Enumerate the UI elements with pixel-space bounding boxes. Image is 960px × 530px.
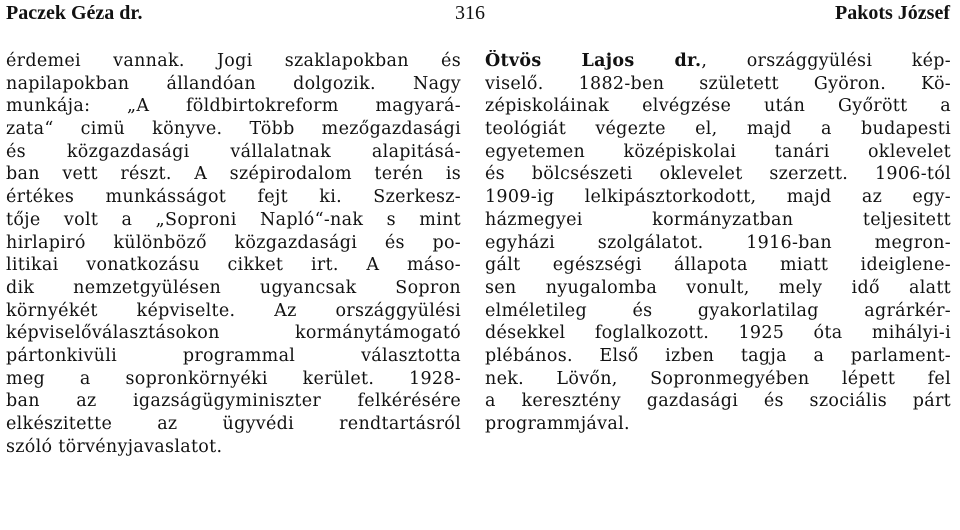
text-line: napilapokban állandóan dolgozik. Nagy — [6, 73, 461, 94]
text-line: elkészitette az ügyvédi rendtartásról — [6, 414, 461, 434]
text-line: nek. Lövőn, Sopronmegyében lépett fel — [485, 368, 951, 389]
text-line: szóló törvényjavaslatot. — [6, 436, 223, 457]
page-number: 316 — [455, 2, 485, 24]
text-line: értékes munkásságot fejt ki. Szerkesz- — [6, 187, 461, 208]
page-header — [0, 0, 960, 30]
text-line: plébános. Első izben tagja a parlament- — [485, 345, 951, 366]
text-line: munkája: „A földbirtokreform magyará- — [6, 96, 461, 117]
text-line: érdemei vannak. Jogi szaklapokban és — [6, 51, 461, 71]
text-line: désekkel foglalkozott. 1925 óta mihályi-i — [485, 323, 951, 344]
header-right-name: Pakots József — [835, 2, 950, 24]
header-left-name: Paczek Géza dr. — [6, 2, 143, 24]
text-line: teológiát végezte el, majd a budapesti — [485, 119, 951, 140]
text-line: viselő. 1882-ben született Györon. Kö- — [485, 73, 951, 94]
text-line: programmjával. — [485, 414, 630, 434]
text-line: meg a sopronkörnyéki kerület. 1928- — [6, 368, 461, 389]
left-column — [6, 50, 461, 458]
text-line: környékét képviselte. Az országgyülési — [6, 300, 461, 321]
text-line: ban az igazságügyminiszter felkérésére — [6, 391, 461, 412]
entry-first-line-rest: , országgyülési kép- — [701, 51, 951, 71]
text-line: pártonkivüli programmal választotta — [6, 345, 461, 366]
text-line: és közgazdasági vállalatnak alapitásá- — [6, 141, 461, 162]
text-line: zata“ cimü könyve. Több mezőgazdasági — [6, 119, 461, 140]
text-line: a keresztény gazdasági és szociális párt — [485, 391, 951, 412]
text-line: hirlapiró különböző közgazdasági és po- — [6, 232, 461, 253]
text-line: és bölcsészeti oklevelet szerzett. 1906-tól — [485, 164, 951, 185]
text-line: zépiskoláinak elvégzése után Győrött a — [485, 96, 951, 117]
text-line: sen nyugalomba vonult, mely idő alatt — [485, 277, 951, 298]
text-line: házmegyei kormányzatban teljesitett — [485, 209, 951, 230]
text-line: dik nemzetgyülésen ugyancsak Sopron — [6, 277, 461, 298]
text-line: tője volt a „Soproni Napló“-nak s mint — [6, 209, 461, 230]
right-column — [485, 50, 951, 436]
text-line: elméletileg és gyakorlatilag agrárkér- — [485, 300, 951, 321]
text-line: egyetemen középiskolai tanári oklevelet — [485, 141, 951, 162]
text-line: képviselőválasztásokon kormánytámogató — [6, 323, 461, 344]
entry-first-line — [485, 50, 951, 73]
text-line: ban vett részt. A szépirodalom terén is — [6, 164, 461, 185]
entry-name: Ötvös Lajos dr. — [485, 51, 702, 71]
text-line: gált egészségi állapota miatt ideiglene- — [485, 255, 951, 276]
text-line: 1909-ig lelkipásztorkodott, majd az egy- — [485, 187, 951, 208]
text-line: litikai vonatkozásu cikket irt. A máso- — [6, 255, 461, 276]
text-line: egyházi szolgálatot. 1916-ban megron- — [485, 232, 951, 253]
